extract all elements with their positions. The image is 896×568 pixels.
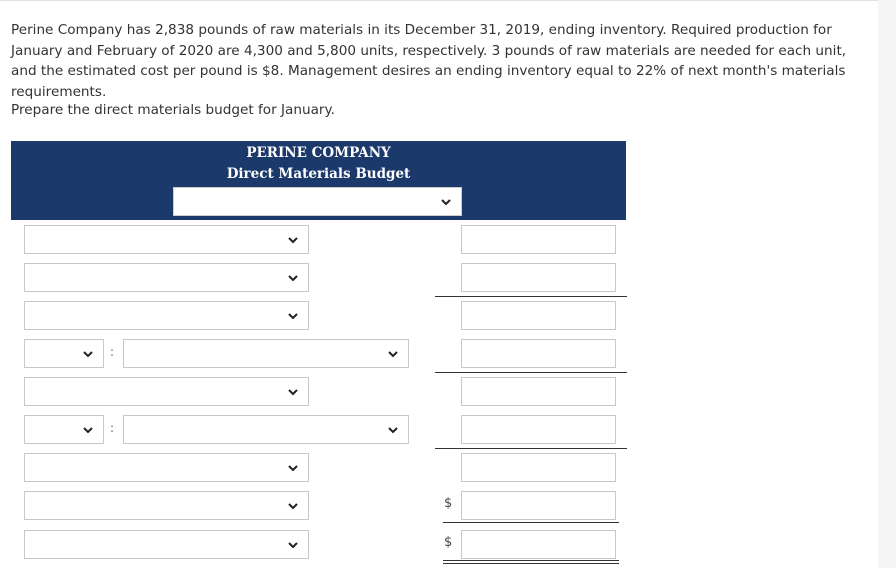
chevron-down-icon (288, 540, 298, 550)
scrollbar-gutter (878, 0, 896, 568)
chevron-down-icon (388, 425, 398, 435)
row-9-amount-input[interactable] (461, 530, 616, 559)
chevron-down-icon (288, 235, 298, 245)
total-double-rule (443, 560, 619, 564)
row-6-amount-input[interactable] (461, 415, 616, 444)
row-4-amount-input[interactable] (461, 339, 616, 368)
row-9-label-select[interactable] (24, 530, 309, 559)
row-1-label-select[interactable] (24, 225, 309, 254)
chevron-down-icon (83, 349, 93, 359)
dollar-sign: $ (444, 496, 453, 511)
row-5-amount-input[interactable] (461, 377, 616, 406)
row-2-label-select[interactable] (24, 263, 309, 292)
row-5-label-select[interactable] (24, 377, 309, 406)
budget-title: Direct Materials Budget (226, 166, 411, 182)
colon-separator: : (110, 421, 115, 435)
row-8-label-select[interactable] (24, 491, 309, 520)
row-2-amount-input[interactable] (461, 263, 616, 292)
top-divider (0, 0, 878, 1)
chevron-down-icon (288, 387, 298, 397)
chevron-down-icon (83, 425, 93, 435)
colon-separator: : (110, 345, 115, 359)
company-name: PERINE COMPANY (246, 145, 391, 161)
row-6-prefix-select[interactable] (24, 415, 104, 444)
row-3-label-select[interactable] (24, 301, 309, 330)
instruction-text: Prepare the direct materials budget for January. (11, 102, 335, 118)
row-4-label-select[interactable] (123, 339, 409, 368)
chevron-down-icon (288, 501, 298, 511)
chevron-down-icon (288, 311, 298, 321)
subtotal-rule (435, 372, 627, 373)
period-select[interactable] (173, 187, 462, 216)
problem-statement: Perine Company has 2,838 pounds of raw materials in its December 31, 2019, ending inventory. Required production for January and February of 2020 are 4,300 and 5,800 units, respectively. 3 pounds of raw materials are needed for each unit, and the estimated cost per pound is $8. Management desires an ending inventory equal to 22% of next month's materials requirements. (11, 22, 847, 100)
subtotal-rule (435, 296, 627, 297)
chevron-down-icon (441, 197, 451, 207)
row-8-amount-input[interactable] (461, 491, 616, 520)
subtotal-rule (443, 522, 619, 523)
row-3-amount-input[interactable] (461, 301, 616, 330)
chevron-down-icon (288, 463, 298, 473)
subtotal-rule (435, 448, 627, 449)
chevron-down-icon (388, 349, 398, 359)
dollar-sign: $ (444, 535, 453, 550)
row-4-prefix-select[interactable] (24, 339, 104, 368)
chevron-down-icon (288, 273, 298, 283)
row-7-label-select[interactable] (24, 453, 309, 482)
row-7-amount-input[interactable] (461, 453, 616, 482)
row-1-amount-input[interactable] (461, 225, 616, 254)
row-6-label-select[interactable] (123, 415, 409, 444)
